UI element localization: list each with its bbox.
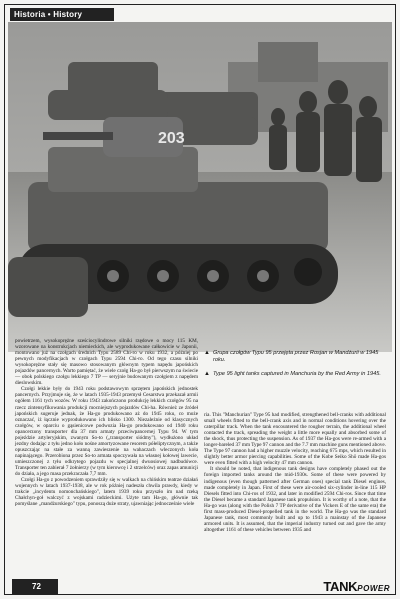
left-paragraph: Czołgi lekkie były do 1943 roku podstawowym sprzętem japońskich jednostek pancernych. Przyjmuje się, że w latach 1935-1943 przemysł Cesarstwa przekazał armii ogółem 1161 tych wozów. W roku 1943 zakończono produkcję lekkich czołgów 95 na rzecz zintensyfikowania produkcji mocniejszych pojazdów Chi-ha. Również ze źródeł japońskich sugeruje jednak, że Ha-go produkowano aż do 1945 roku, co może oznaczać, iż łącznie wyprodukowano ich blisko 1300. Niezależnie od klasycznych czołgów, w oparciu o gąsienicowe podwozia Ha-go produkowano od 1940 roku opancerzony transporter dla 37 mm armaty przeciwpancernej Typu 94. W tym pojeździe artyleryjskim, zwanym So-to („transporter siódmy"), wydłużono układ jezdny dodając z tyłu jedno koło nośne amortyzowane resorem półeliptycznym, a także opuszczając na stałe za wanną zawieszenie na wahaczach wleczonych koła napinającego. Przerobiona przez So-to armata spoczywała na własnej kołowej lawecie, umieszczonej z tyłu odkrytego pojazdu w specjalnej dwuosiowej nadbudówce. Transporter ten zabierał 7 żołnierzy (w tym kierowcę i 2 strzelców) oraz zapas amunicji do działa, a jego masa przekraczała 7,7 mm. (15, 386, 198, 478)
caption-english (204, 371, 384, 378)
tank-photo-image (8, 22, 392, 352)
page-footer (4, 578, 396, 595)
brand-logo (323, 578, 390, 597)
right-paragraph: ria. This "Manchurian" Type 95 had modified, strengthened bell-cranks with additional small wheels fitted to the bell-crank axis and in normal conditions hovering over the caterpillar track. When the tank encountered the rougher terrain, the additional wheel contacted the track, spreading the weight a little more equally and absorbed some of the shock, thus protecting the suspension. As of 1937 the Ha-gos were re-armed with a longer-bareled 37 mm Type 97 cannon and the 7.7 mm machine guns mentioned above. The Type 97 cannon had a higher muzzle velocity, reaching 675 mps, which resulted in slightly better armor piercing capabilities. Some of the Kobe Seiko Shō made Ha-gos were even fitted with a high velocity 47 mm cannon. (204, 412, 386, 467)
article-column-left (15, 338, 198, 507)
triangle-marker-icon: ▲ (204, 350, 210, 356)
caption-text: Grupa czołgów Typu 95 przejęta przez Rosjan w Mandżurii w 1945 roku. (213, 350, 379, 363)
article-column-right (204, 412, 386, 533)
turret-number: 203 (158, 130, 185, 147)
caption-text: Type 95 light tanks captured in Manchuria by the Red Army in 1945. (213, 371, 381, 377)
brand-main: TANK (323, 579, 358, 594)
right-paragraph: It should be noted, that indigenous tank designs have completely phased out the foreign imported tanks around the mid-1930s. Some of these were powered by indigenous (even though patterned after German ones) special tank Diesel engines, made completely in Japan. First of these were air-cooled six-cylinder in-line 115 HP Diesels fitted into Chi-ros of 1932, and later in modified 2594 Chi-ros. Since that time the Diesel became a standard Japanese tank propulsion. It is worthy of a note, that the Ha-go was (along with the Polish 7 TP derivative of the Vickers E of the same era) the first mass-produced Diesel-propelled tank in the world. The Ha-go was the standard Japanese tank, most commonly built and up to 1943 a mainstay of the Japanese armored units. It is assumed, that the imperial industry turned out and gave the army altogether 1161 of these vehicles between 1935 and (204, 466, 386, 533)
caption-polish (204, 350, 384, 364)
triangle-marker-icon: ▲ (204, 371, 210, 377)
left-paragraph: powietrzem, wysokoprężne sześciocylindrowe silniki rzędowe o mocy 115 KM, wzorowane na konstrukcjach niemieckich, ale wyprodukowane całkowicie w Japonii, montowano już na czołgach średnich Typu 2589 Chi-ro w roku 1932, a później po pewnych modyfikacjach w czołgach Typu 2594 Chi-ro. Od tego czasu silniki wysokoprężne stały się masowo stosowanym głównym typem napędu japońskich pojazdów pancernych. Warto pamiętać, że wiele czołg Ha-go był pierwszym na świecie — obok polskiego czołgu lekkiego 7 TP — seryjnie budowanym czołgiem z napędem dieslowskim. (15, 338, 198, 387)
section-header: Historia • History (10, 8, 114, 21)
page-number: 72 (12, 579, 58, 594)
brand-sub: POWER (357, 584, 390, 593)
left-paragraph: Czołgi Ha-go z powodzeniem sprawdziły się w walkach na chińskim teatrze działań wojennych w latach 1937-1938, ale w rok później nadeszła chwila prawdy, kiedy w trakcie „incydentu nomonchańskiego", latem 1939 roku przyszło im nad rzeką Chałchyn-goł walczyć z wojskami radzieckimi. Użyte tam Ha-go, głównie tak pomyślane „mandżurskiego" typu, ponoszą duże straty, ujawniając jednocześnie wiele (15, 477, 198, 508)
tank-photo (8, 22, 392, 352)
photo-captions (204, 350, 384, 385)
